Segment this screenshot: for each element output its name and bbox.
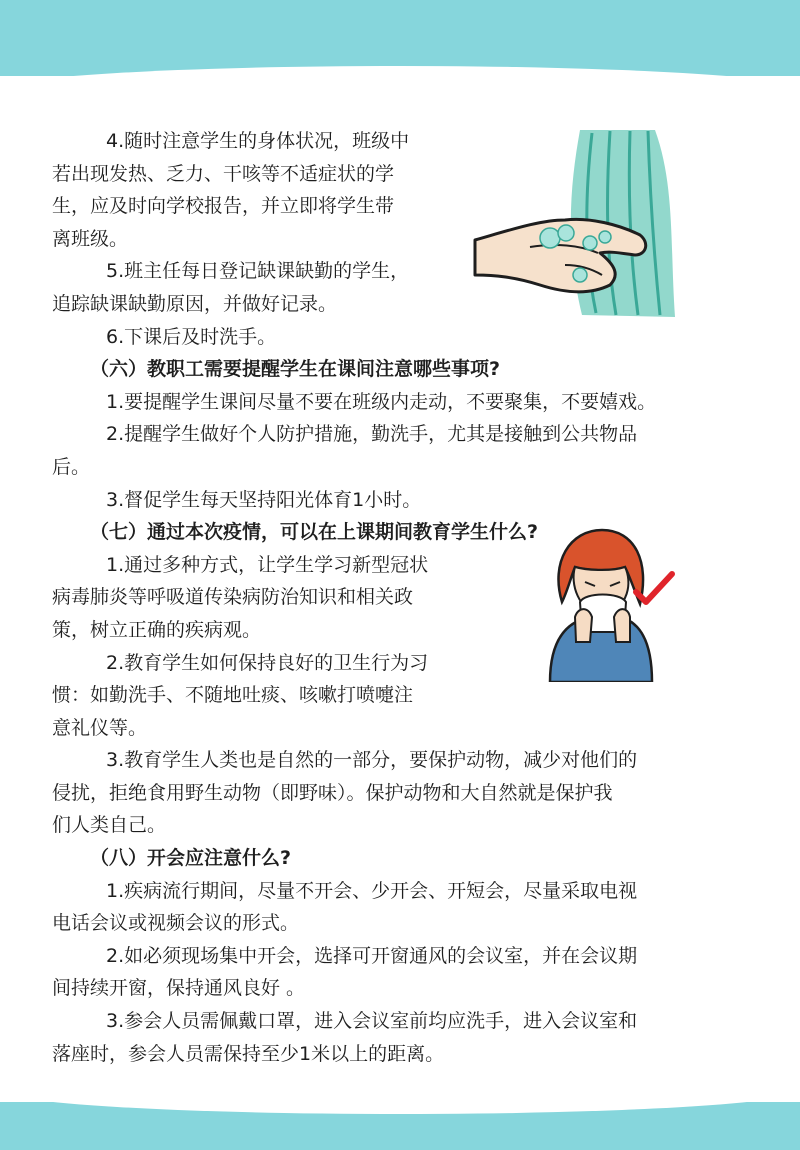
text-line: 们人类自己。 [52,814,167,837]
text-line: 意礼仪等。 [52,716,148,739]
paragraph-7-3 [52,744,712,842]
paragraph-7-1 [52,549,462,647]
section-heading-6: （六）教职工需要提醒学生在课间注意哪些事项? [90,358,501,381]
paragraph-item-6 [52,321,712,354]
sneezing-person-illustration [540,522,680,682]
text-line: 侵扰，拒绝食用野生动物（即野味）。保护动物和大自然就是保护我 [52,781,613,804]
text-line: 落座时，参会人员需保持至少1米以上的距离。 [52,1042,445,1065]
paragraph-6-1 [52,386,712,419]
text-line: 惯：如勤洗手、不随地吐痰、咳嗽打喷嚏注 [52,684,414,707]
text-line: 2.教育学生如何保持良好的卫生行为习 [106,651,429,674]
text-line: 离班级。 [52,227,129,250]
text-line: 间持续开窗，保持通风良好 。 [52,977,306,1000]
text-line: 1.要提醒学生课间尽量不要在班级内走动，不要聚集，不要嬉戏。 [106,390,657,413]
text-line: 3.参会人员需佩戴口罩，进入会议室前均应洗手，进入会议室和 [106,1010,638,1033]
paragraph-7-2 [52,647,462,745]
text-line: 6.下课后及时洗手。 [106,325,277,348]
section-heading-8: （八）开会应注意什么? [90,847,292,870]
text-line: 1.疾病流行期间，尽量不开会、少开会、开短会，尽量采取电视 [106,879,638,902]
text-line: 病毒肺炎等呼吸道传染病防治知识和相关政 [52,586,414,609]
paragraph-item-5 [52,255,462,320]
paragraph-6-2 [52,418,712,483]
paragraph-8-1 [52,875,712,940]
text-line: 策，树立正确的疾病观。 [52,618,262,641]
paragraph-8-3 [52,1005,712,1070]
footer-band [0,1102,800,1150]
text-line: 4.随时注意学生的身体状况，班级中 [106,130,410,152]
text-line: 5.班主任每日登记缺课缺勤的学生， [106,260,410,283]
text-line: 后。 [52,455,91,478]
text-line: 2.提醒学生做好个人防护措施，勤洗手，尤其是接触到公共物品 [106,423,638,446]
paragraph-6-3 [52,484,712,517]
text-line: 3.督促学生每天坚持阳光体育1小时。 [106,488,422,511]
header-band [0,0,800,76]
text-line: 2.如必须现场集中开会，选择可开窗通风的会议室，并在会议期 [106,944,638,967]
paragraph-item-4 [52,125,462,255]
text-line: 电话会议或视频会议的形式。 [52,912,300,935]
text-line: 生，应及时向学校报告，并立即将学生带 [52,195,395,218]
hand-washing-illustration [470,125,685,325]
text-line: 若出现发热、乏力、干咳等不适症状的学 [52,162,395,185]
section-heading-7: （七）通过本次疫情，可以在上课期间教育学生什么? [90,521,539,544]
text-line: 1.通过多种方式，让学生学习新型冠状 [106,553,429,576]
text-line: 追踪缺课缺勤原因，并做好记录。 [52,292,338,315]
text-line: 3.教育学生人类也是自然的一部分，要保护动物，减少对他们的 [106,749,638,772]
paragraph-8-2 [52,940,712,1005]
